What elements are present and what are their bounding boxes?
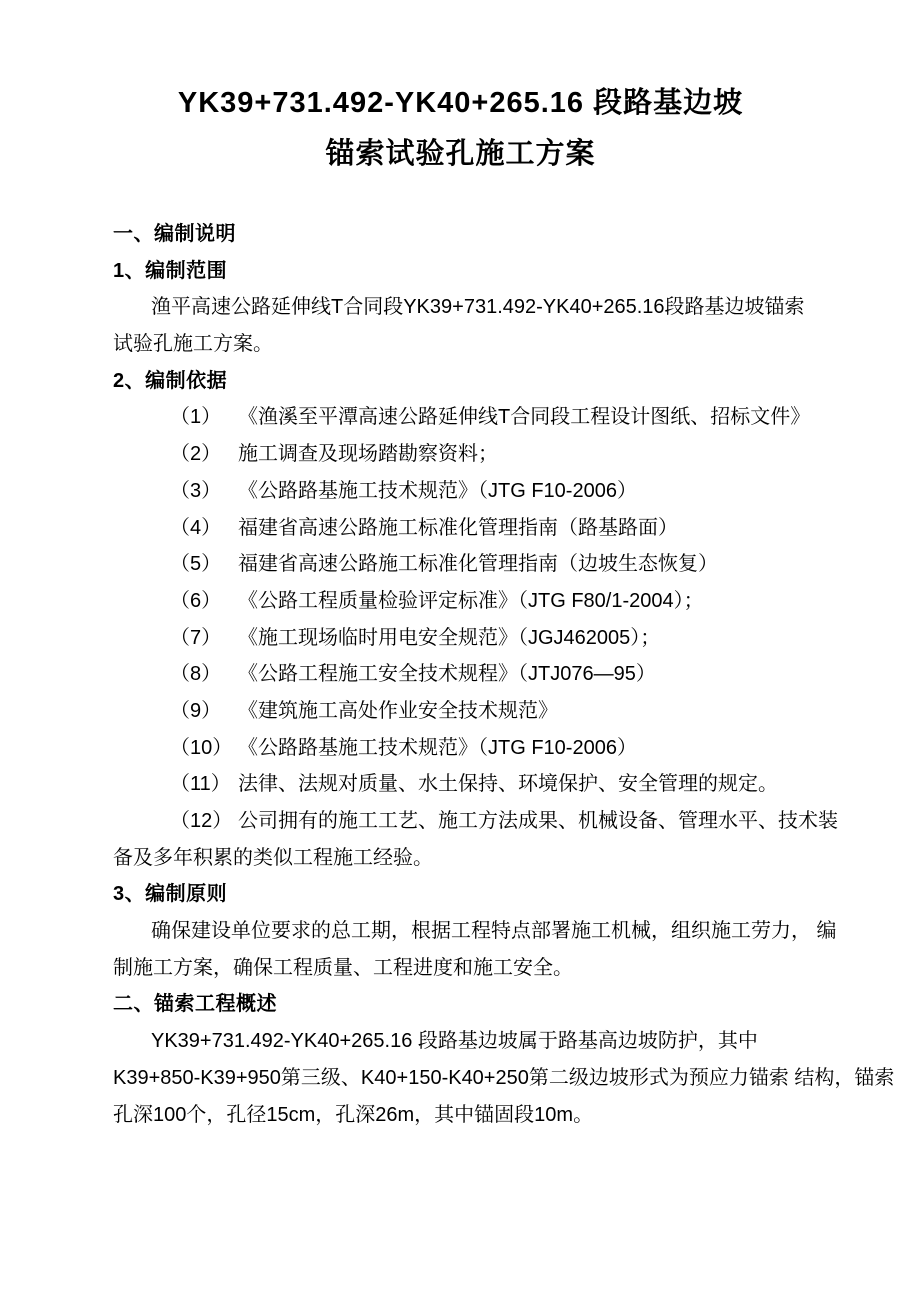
paragraph-line: 备及多年积累的类似工程施工经验。 [113, 846, 433, 869]
list-item-number: （2） [170, 443, 222, 466]
list-item [113, 693, 840, 730]
list-item-text: 《公路工程施工安全技术规程》（JTJ076—95） [238, 663, 656, 686]
subsection-heading: 2、编制依据 [113, 369, 228, 392]
list-item [113, 730, 840, 767]
paragraph-line: 制施工方案，确保工程质量、工程进度和施工安全。 [113, 956, 573, 979]
list-item-text: 《公路路基施工技术规范》（JTG F10-2006） [238, 736, 637, 759]
list-item-number: （10） [170, 736, 233, 759]
list-item [113, 436, 840, 473]
paragraph-line: YK39+731.492-YK40+265.16 段路基边坡属于路基高边坡防护，其中 [151, 1030, 758, 1053]
list-item-number: （4） [170, 516, 222, 539]
subsection-heading: 3、编制原则 [113, 883, 228, 906]
paragraph-line: K39+850-K39+950第三级、K40+150-K40+250第二级边坡形式为预应力锚索 结构，锚索 [113, 1066, 895, 1089]
list-item-text: 《公路路基施工技术规范》（JTG F10-2006） [238, 479, 637, 502]
list-item-text: 福建省高速公路施工标准化管理指南（边坡生态恢复） [238, 553, 718, 576]
list-item-number: （3） [170, 479, 222, 502]
list-item-text: 公司拥有的施工工艺、施工方法成果、机械设备、管理水平、技术装 [238, 810, 838, 832]
list-item-number: （7） [170, 626, 222, 649]
list-item [113, 803, 840, 840]
list-item-number: （6） [170, 589, 222, 612]
list-item-number: （12） [170, 810, 233, 832]
doc-title-line-1: YK39+731.492-YK40+265.16 段路基边坡 [177, 87, 744, 119]
list-item [113, 620, 840, 657]
list-item-text: 福建省高速公路施工标准化管理指南（路基路面） [238, 516, 678, 539]
paragraph-line: 试验孔施工方案。 [113, 333, 273, 356]
list-item-number: （9） [170, 699, 222, 722]
list-item [113, 583, 840, 620]
doc-title [113, 78, 808, 180]
list-item [113, 546, 840, 583]
subsection-heading: 1、编制范围 [113, 259, 228, 282]
paragraph-line: 渔平高速公路延伸线T合同段YK39+731.492-YK40+265.16段路基边坡锚索 [151, 296, 805, 319]
list-item-text: 《渔溪至平潭高速公路延伸线T合同段工程设计图纸、招标文件》 [238, 406, 811, 429]
list-item-text: 《施工现场临时用电安全规范》（JGJ462005）； [238, 626, 661, 649]
document-body [113, 216, 895, 1133]
doc-title-line-2: 锚索试验孔施工方案 [325, 138, 596, 170]
list-item [113, 510, 840, 547]
list-item-text: 《公路工程质量检验评定标准》（JTG F80/1-2004）； [238, 589, 704, 612]
list-item [113, 399, 840, 436]
list-item-number: （1） [170, 406, 222, 429]
paragraph-line: 确保建设单位要求的总工期，根据工程特点部署施工机械，组织施工劳力， 编 [151, 920, 837, 943]
list-item [113, 766, 840, 803]
list-item-text: 法律、法规对质量、水土保持、环境保护、安全管理的规定。 [238, 773, 778, 796]
list-item-number: （8） [170, 663, 222, 686]
list-item-text: 施工调查及现场踏勘察资料； [238, 443, 498, 466]
paragraph-line: 孔深100个，孔径15cm，孔深26m，其中锚固段10m。 [113, 1103, 594, 1126]
section-heading: 一、编制说明 [113, 223, 236, 245]
list-item [113, 656, 840, 693]
list-item-number: （11） [170, 773, 231, 796]
list-item-text: 《建筑施工高处作业安全技术规范》 [238, 699, 558, 722]
list-item [113, 473, 840, 510]
section-heading: 二、锚索工程概述 [113, 993, 277, 1016]
list-item-number: （5） [170, 553, 222, 576]
